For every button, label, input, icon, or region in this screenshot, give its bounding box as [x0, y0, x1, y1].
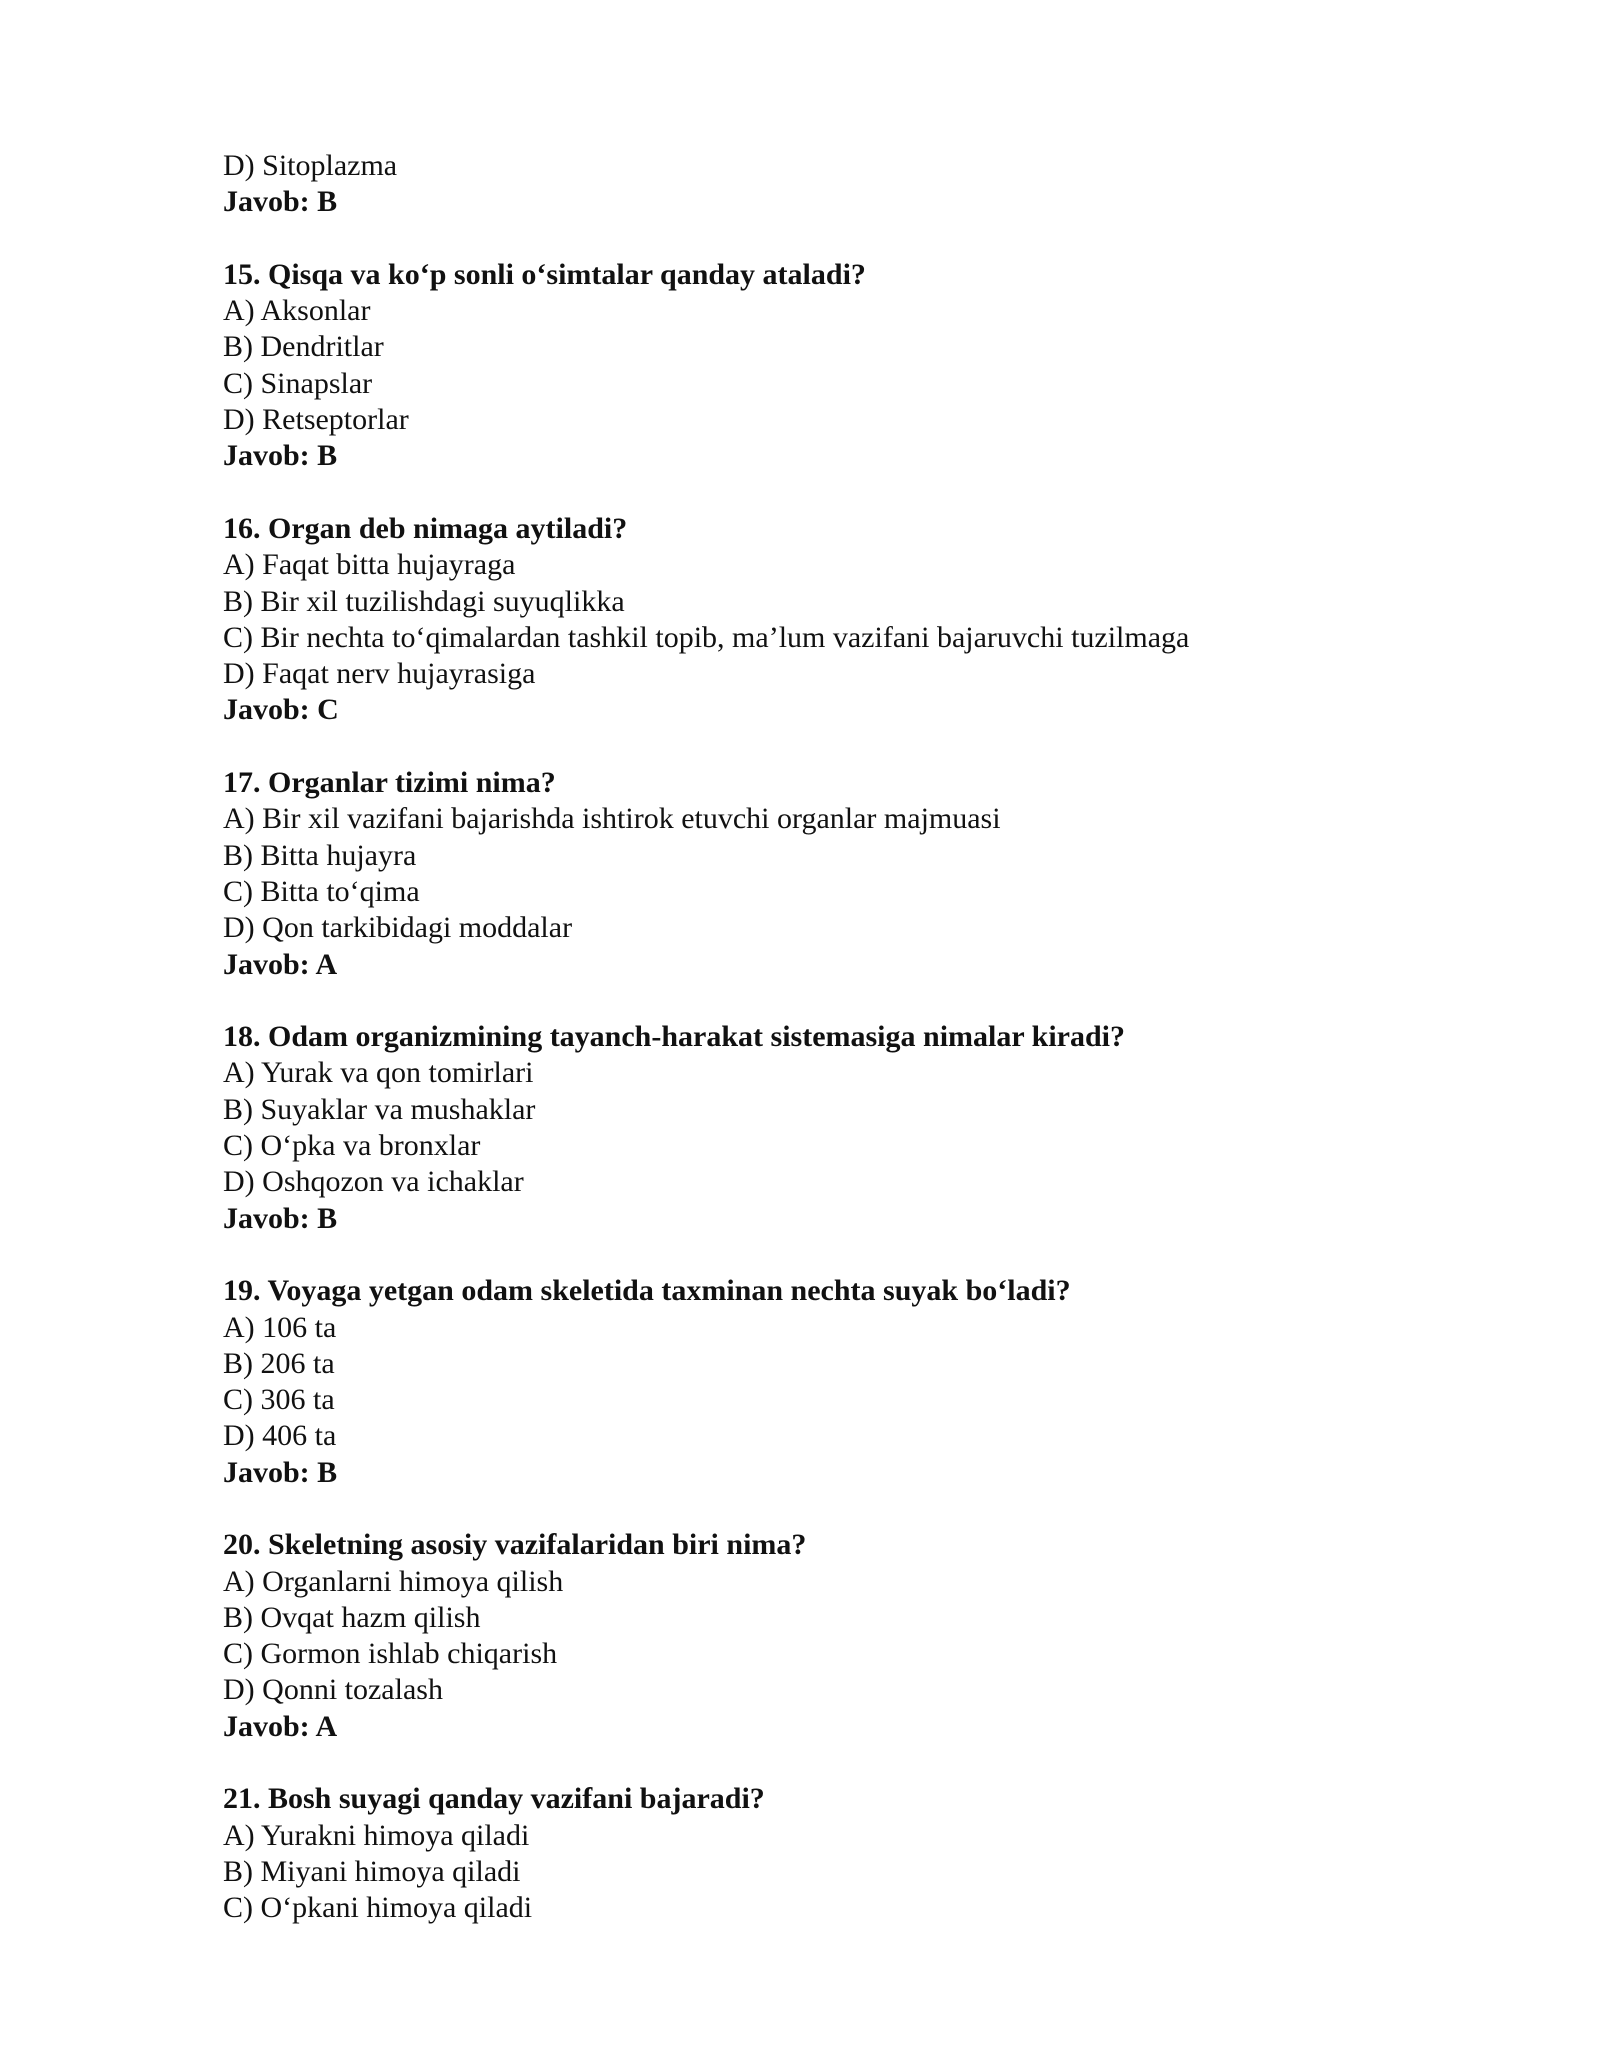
- answer-option: D) Faqat nerv hujayrasiga: [223, 657, 536, 691]
- answer-option: B) Ovqat hazm qilish: [223, 1600, 481, 1634]
- answer-option: B) Suyaklar va mushaklar: [223, 1092, 536, 1126]
- question-text: 16. Organ deb nimaga aytiladi?: [223, 511, 628, 545]
- answer-option: A) 106 ta: [223, 1310, 337, 1344]
- spacer: [223, 1491, 1523, 1527]
- question-text: 21. Bosh suyagi qanday vazifani bajaradi?: [223, 1782, 765, 1816]
- answer-option: C) O‘pka va bronxlar: [223, 1129, 481, 1163]
- fragment-answer: Javob: B: [223, 185, 338, 219]
- correct-answer: Javob: A: [223, 947, 338, 981]
- answer-option: B) Dendritlar: [223, 330, 384, 364]
- answer-option: B) Miyani himoya qiladi: [223, 1854, 521, 1888]
- spacer: [223, 221, 1523, 257]
- question-block: [223, 1781, 1523, 1926]
- correct-answer: Javob: B: [223, 439, 338, 473]
- correct-answer: Javob: B: [223, 1201, 338, 1235]
- answer-option: B) 206 ta: [223, 1346, 335, 1380]
- question-list: [223, 257, 1523, 1927]
- answer-option: A) Faqat bitta hujayraga: [223, 548, 516, 582]
- question-text: 15. Qisqa va ko‘p sonli o‘simtalar qanday ataladi?: [223, 257, 866, 291]
- question-text: 20. Skeletning asosiy vazifalaridan biri nima?: [223, 1528, 807, 1562]
- answer-option: C) Bir nechta to‘qimalardan tashkil topib, ma’lum vazifani bajaruvchi tuzilmaga: [223, 620, 1190, 654]
- answer-option: D) Oshqozon va ichaklar: [223, 1165, 524, 1199]
- answer-option: C) O‘pkani himoya qiladi: [223, 1891, 533, 1925]
- answer-option: D) Retseptorlar: [223, 403, 409, 437]
- fragment-option-d: D) Sitoplazma: [223, 149, 398, 182]
- correct-answer: Javob: C: [223, 693, 339, 727]
- answer-option: A) Bir xil vazifani bajarishda ishtirok etuvchi organlar majmuasi: [223, 802, 1001, 836]
- question-block: [223, 257, 1523, 511]
- answer-option: C) Bitta to‘qima: [223, 874, 420, 908]
- answer-option: D) 406 ta: [223, 1419, 337, 1453]
- question-block: [223, 1527, 1523, 1781]
- answer-option: D) Qon tarkibidagi moddalar: [223, 911, 573, 945]
- correct-answer: Javob: B: [223, 1455, 338, 1489]
- spacer: [223, 475, 1523, 511]
- question-block: [223, 511, 1523, 765]
- question-block: [223, 1273, 1523, 1527]
- answer-option: C) Sinapslar: [223, 366, 373, 400]
- answer-option: B) Bir xil tuzilishdagi suyuqlikka: [223, 584, 625, 618]
- answer-option: A) Yurakni himoya qiladi: [223, 1818, 530, 1852]
- answer-option: B) Bitta hujayra: [223, 838, 417, 872]
- answer-option: C) Gormon ishlab chiqarish: [223, 1637, 558, 1671]
- question-block: [223, 765, 1523, 1019]
- answer-option: C) 306 ta: [223, 1383, 335, 1417]
- question-text: 19. Voyaga yetgan odam skeletida taxminan nechta suyak bo‘ladi?: [223, 1274, 1071, 1308]
- answer-option: A) Aksonlar: [223, 294, 371, 328]
- spacer: [223, 1237, 1523, 1273]
- question-block: [223, 1019, 1523, 1273]
- answer-option: A) Organlarni himoya qilish: [223, 1564, 564, 1598]
- correct-answer: Javob: A: [223, 1709, 338, 1743]
- spacer: [223, 983, 1523, 1019]
- question-text: 18. Odam organizmining tayanch-harakat sistemasiga nimalar kiradi?: [223, 1020, 1125, 1054]
- question-text: 17. Organlar tizimi nima?: [223, 766, 556, 800]
- answer-option: D) Qonni tozalash: [223, 1673, 443, 1707]
- document-page: [223, 148, 1523, 1927]
- answer-option: A) Yurak va qon tomirlari: [223, 1056, 534, 1090]
- spacer: [223, 729, 1523, 765]
- spacer: [223, 1745, 1523, 1781]
